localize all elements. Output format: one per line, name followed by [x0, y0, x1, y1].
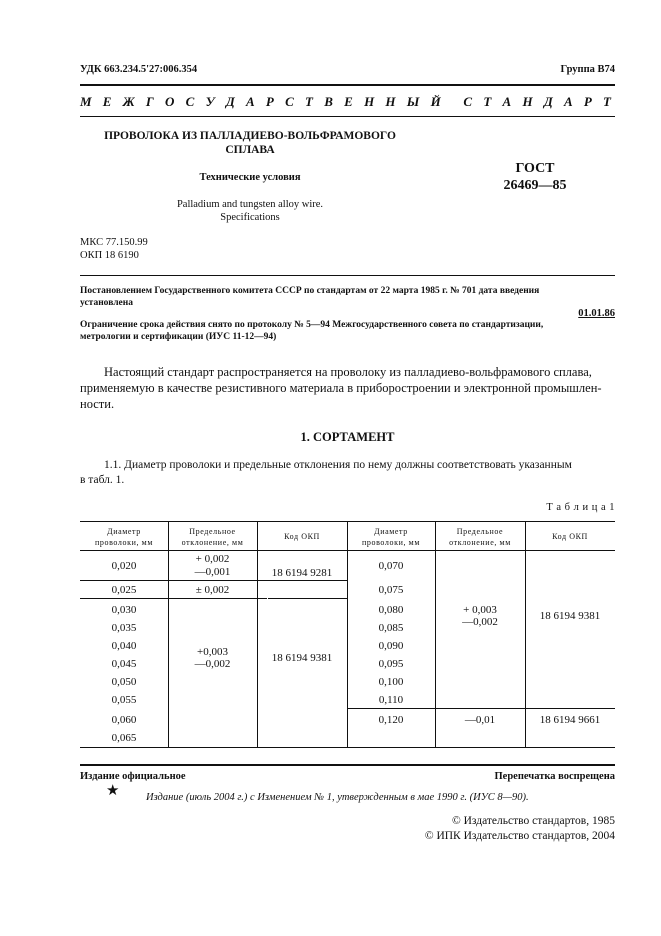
- intro-line1: Настоящий стандарт распространяется на проволоку из палладиево-вольфрамового сплава,: [104, 365, 592, 379]
- table-cell: + 0,002: [195, 553, 230, 565]
- table-cell: 18 6194 9661: [539, 714, 601, 726]
- intro-line3: ности.: [80, 397, 115, 411]
- reprint-prohibited: Перепечатка воспрещена: [494, 771, 615, 782]
- section-p-line1: 1.1. Диаметр проволоки и предельные отклонения по нему должны соответствовать указанным: [104, 459, 572, 471]
- banner-standard: С Т А Н Д А Р Т: [463, 94, 615, 109]
- table-row-divider: [80, 580, 347, 581]
- table-cell: 0,070: [378, 560, 404, 572]
- table-cell: —0,01: [464, 714, 496, 726]
- introduction-date: 01.01.86: [578, 308, 615, 319]
- header-okp-right: Код ОКП: [552, 532, 588, 541]
- header-deviation-left: [168, 526, 257, 548]
- okp-code: ОКП 18 6190: [80, 250, 139, 261]
- table-row-divider: [268, 598, 347, 599]
- table-cell: 0,065: [111, 732, 137, 744]
- limit-line1: Ограничение срока действия снято по протоколу № 5—94 Межгосударственного совета по стандартизации,: [80, 320, 544, 330]
- table-cell: 0,100: [378, 676, 404, 688]
- gost-number: 26469—85: [503, 178, 567, 193]
- table-cell: —0,001: [194, 566, 231, 578]
- title-en-line2: Specifications: [220, 212, 280, 223]
- table-cell: 0,090: [378, 640, 404, 652]
- table-cell: 0,055: [111, 694, 137, 706]
- table-cell: 0,080: [378, 604, 404, 616]
- star-icon: ★: [106, 783, 120, 799]
- table-cell: 0,025: [111, 584, 137, 596]
- header-text: отклонение, мм: [181, 538, 244, 547]
- table-cell: 18 6194 9381: [271, 652, 333, 664]
- header-text: Диаметр: [107, 527, 141, 536]
- table-cell: 0,035: [111, 622, 137, 634]
- section-heading: 1. СОРТАМЕНТ: [300, 430, 395, 444]
- table-cell: 0,095: [378, 658, 404, 670]
- table-cell: 0,050: [111, 676, 137, 688]
- title-line2: СПЛАВА: [225, 144, 275, 156]
- table-cell: 0,030: [111, 604, 137, 616]
- decree-line2: установлена: [80, 298, 133, 308]
- top-rule: [80, 84, 615, 86]
- copyright-1985: © Издательство стандартов, 1985: [451, 815, 615, 827]
- table-row-divider: [80, 598, 267, 599]
- table-cell: 0,085: [378, 622, 404, 634]
- table-cell: 0,045: [111, 658, 137, 670]
- header-text: Предельное: [189, 527, 236, 536]
- table-cell: ± 0,002: [195, 584, 230, 596]
- table-cell: —0,002: [194, 658, 231, 670]
- header-text: отклонение, мм: [449, 538, 511, 547]
- table-caption: Т а б л и ц а 1: [546, 502, 615, 513]
- header-diameter-right: [347, 526, 435, 548]
- header-text: проволоки, мм: [362, 538, 420, 547]
- table-cell: 0,060: [111, 714, 137, 726]
- title-en-line1: Palladium and tungsten alloy wire.: [176, 199, 324, 210]
- intro-line2: применяемую в качестве резистивного материала в приборостроении и электронной промышлен-: [80, 381, 602, 395]
- table-row-divider: [347, 708, 615, 709]
- gost-label: ГОСТ: [515, 161, 555, 176]
- table-cell: 0,020: [111, 560, 137, 572]
- header-deviation-right: [435, 526, 525, 548]
- table-cell: 18 6194 9381: [539, 610, 601, 622]
- title-line1: ПРОВОЛОКА ИЗ ПАЛЛАДИЕВО-ВОЛЬФРАМОВОГО: [104, 130, 396, 142]
- header-text: Диаметр: [374, 527, 408, 536]
- table-cell: —0,002: [462, 616, 498, 628]
- edition-note: Издание (июль 2004 г.) с Изменением № 1, утвержденным в мае 1990 г. (ИУС 8—90).: [146, 792, 529, 803]
- table-cell: + 0,003: [463, 604, 497, 616]
- section-p-line2: в табл. 1.: [80, 474, 125, 486]
- table-cell: +0,003: [197, 646, 228, 658]
- group-code: Группа В74: [560, 64, 615, 75]
- title-subtitle: Технические условия: [199, 172, 301, 183]
- copyright-2004: © ИПК Издательство стандартов, 2004: [424, 830, 615, 842]
- decree-rule: [80, 275, 615, 276]
- official-edition: Издание официальное: [80, 771, 186, 782]
- table-cell: 0,120: [378, 714, 404, 726]
- table-cell: 18 6194 9281: [271, 567, 333, 579]
- table-cell: 0,040: [111, 640, 137, 652]
- table-col-divider: [257, 521, 258, 747]
- table-cell: 0,075: [378, 584, 404, 596]
- footer-rule: [80, 764, 615, 766]
- udk-code: УДК 663.234.5'27:006.354: [80, 64, 198, 75]
- table-cell: 0,110: [378, 694, 404, 706]
- decree-line1: Постановлением Государственного комитета СССР по стандартам от 22 марта 1985 г. № 701 дата введения: [80, 286, 540, 296]
- header-text: проволоки, мм: [95, 538, 153, 547]
- limit-line2: метрологии и сертификации (ИУС 11-12—94): [80, 332, 277, 342]
- header-okp-left: Код ОКП: [284, 532, 320, 541]
- banner-rule: [80, 116, 615, 117]
- header-text: Предельное: [456, 527, 504, 536]
- header-diameter-left: [80, 526, 168, 548]
- mks-code: МКС 77.150.99: [80, 237, 148, 248]
- table-bottom-border: [80, 747, 615, 748]
- banner-interstate: М Е Ж Г О С У Д А Р С Т В Е Н Н Ы Й: [80, 94, 445, 109]
